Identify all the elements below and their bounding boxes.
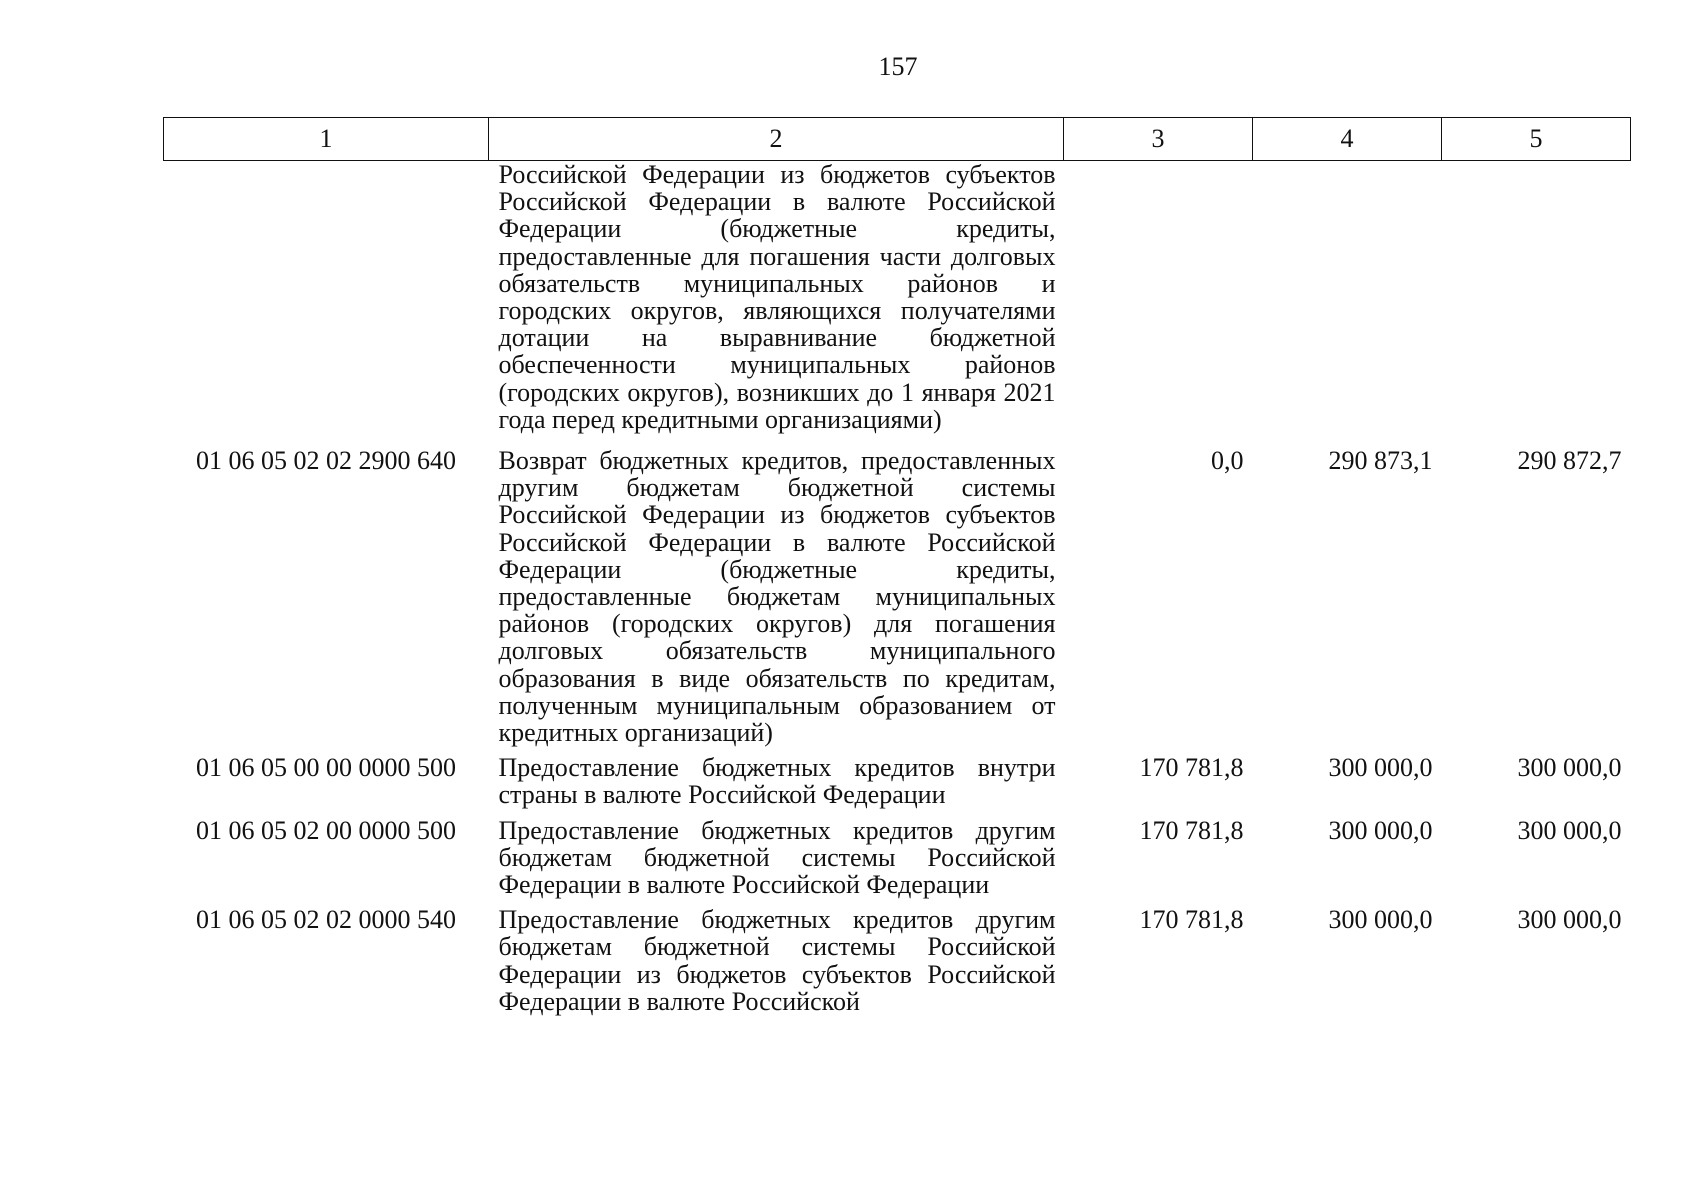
table-body	[164, 161, 1631, 1016]
row-description: Предоставление бюджетных кредитов другим бюджетам бюджетной системы Российской Федерации из бюджетов субъектов Российской Федерации в валюте Российской	[498, 905, 1056, 1016]
row-value-col3: 170 781,8	[1139, 905, 1244, 935]
table-row	[164, 898, 1631, 1015]
row-value-col3: 170 781,8	[1139, 815, 1244, 845]
row-value-col4: 290 873,1	[1328, 446, 1433, 476]
row-description: Возврат бюджетных кредитов, предоставленных другим бюджетам бюджетной системы Российской Федерации из бюджетов субъектов Российской Федерации в валюте Российской Федерации (бюджетные кредиты, предоставленные бюджетам муниципальных районов (городских округов) для погашения долговых обязательств муниципального образования в виде обязательств по кредитам, полученным муниципальным образованием от кредитных организаций)	[498, 446, 1056, 748]
row-value-col3: 0,0	[1211, 446, 1244, 476]
row-value-col5: 300 000,0	[1517, 905, 1622, 935]
row-value-col5: 300 000,0	[1517, 753, 1622, 783]
row-value-col4	[1253, 161, 1442, 434]
row-code	[164, 161, 489, 434]
header-col-4: 4	[1253, 118, 1442, 161]
table-header	[164, 118, 1631, 161]
row-value-col5	[1442, 161, 1631, 434]
table-row	[164, 809, 1631, 899]
header-col-2: 2	[489, 118, 1064, 161]
row-description: Предоставление бюджетных кредитов внутри страны в валюте Российской Федерации	[498, 753, 1056, 810]
row-description: Российской Федерации из бюджетов субъектов Российской Федерации в валюте Российской Федерации (бюджетные кредиты, предоставленные для погашения части долговых обязательств муниципальных районов и городских округов, являющихся получателями дотации на выравнивание бюджетной обеспеченности муниципальных районов (городских округов), возникших до 1 января 2021 года перед кредитными организациями)	[498, 160, 1056, 434]
budget-table	[163, 117, 1631, 1015]
page-number	[0, 52, 1698, 82]
header-row	[164, 118, 1631, 161]
row-value-col4: 300 000,0	[1328, 753, 1433, 783]
row-code: 01 06 05 02 02 2900 640	[196, 446, 456, 476]
row-value-col3	[1064, 161, 1253, 434]
row-value-col3: 170 781,8	[1139, 753, 1244, 783]
table-row	[164, 433, 1631, 746]
table-row	[164, 746, 1631, 808]
row-description: Предоставление бюджетных кредитов другим бюджетам бюджетной системы Российской Федерации в валюте Российской Федерации	[498, 815, 1056, 900]
table-row	[164, 161, 1631, 434]
header-col-1: 1	[164, 118, 489, 161]
row-code: 01 06 05 02 00 0000 500	[196, 815, 456, 845]
header-col-5: 5	[1442, 118, 1631, 161]
row-value-col4: 300 000,0	[1328, 905, 1433, 935]
row-value-col5: 290 872,7	[1517, 446, 1622, 476]
row-code: 01 06 05 00 00 0000 500	[196, 753, 456, 783]
page-number-text: 157	[878, 52, 918, 81]
header-col-3: 3	[1064, 118, 1253, 161]
row-value-col4: 300 000,0	[1328, 815, 1433, 845]
row-code: 01 06 05 02 02 0000 540	[196, 905, 456, 935]
row-value-col5: 300 000,0	[1517, 815, 1622, 845]
